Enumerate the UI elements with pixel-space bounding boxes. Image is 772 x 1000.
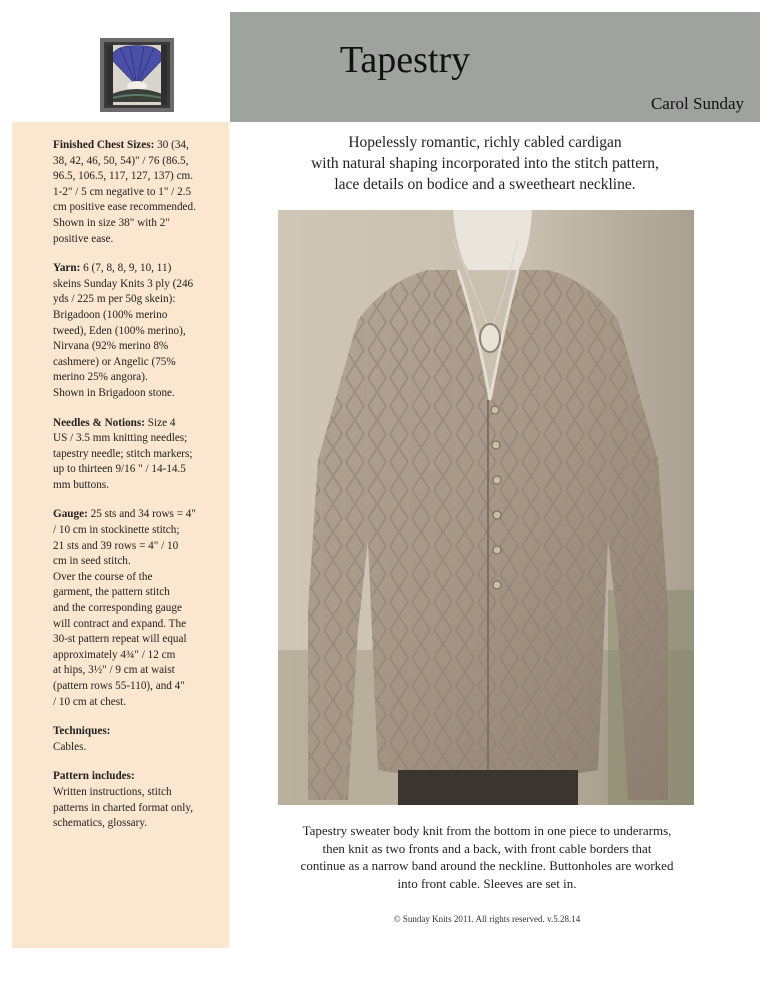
page-title: Tapestry [339,39,471,81]
yarn-text: 6 (7, 8, 8, 9, 10, 11) skeins Sunday Knits 3 ply (246 yds / 225 m per 50g skein): Brigadoon (100% merino tweed), Eden (100% merino), Nirvana (92% merino 8% cashmere) or Angelic (75% merino 25% angora). Shown in Brigadoon stone. [53,262,194,399]
caption-line: then knit as two fronts and a back, with front cable borders that [322,840,652,856]
sweater-photo [278,210,694,805]
finished-chest-sizes [53,138,215,247]
author-name: Carol Sunday [650,94,744,113]
needles-text: Size 4 US / 3.5 mm knitting needles; tapestry needle; stitch markers; up to thirteen 9/16 " / 14-14.5 mm buttons. [53,416,193,491]
intro-line: lace details on bodice and a sweetheart neckline. [334,176,636,193]
needles-notions [53,416,215,494]
finished-chest-text: 30 (34, 38, 42, 46, 50, 54)" / 76 (86.5, 96.5, 106.5, 117, 127, 137) cm. 1-2" / 5 cm negative to 1" / 2.5 cm positive ease recommended. Shown in size 38" with 2" positive ease. [53,139,196,245]
intro-line: with natural shaping incorporated into the stitch pattern, [311,155,659,172]
pattern-includes-label: Pattern includes: [53,770,135,783]
caption-line: into front cable. Sleeves are set in. [397,875,577,891]
yarn-label: Yarn: [53,262,81,275]
copyright-notice: © Sunday Knits 2011. All rights reserved. v.5.28.14 [393,914,581,924]
pattern-includes-text: Written instructions, stitch patterns in charted format only, schematics, glossary. [53,785,194,830]
cardigan-illustration [278,210,694,805]
finished-chest-label: Finished Chest Sizes: [53,139,155,151]
header-banner [230,12,760,122]
intro-description [270,132,700,195]
techniques [53,724,215,755]
needles-label: Needles & Notions: [53,416,145,429]
logo-area [12,12,229,122]
gauge-text: 25 sts and 34 rows = 4" / 10 cm in stockinette stitch; 21 sts and 39 rows = 4" / 10 cm in seed stitch. Over the course of the garment, the pattern stitch and the corresponding gauge will contract and expand. The 30-st pattern repeat will equal approximately 4¾" / 12 cm at hips, 3½" / 9 cm at waist (pattern rows 55-110), and 4" / 10 cm at chest. [53,508,196,708]
caption-line: Tapestry sweater body knit from the bottom in one piece to underarms, [302,823,672,838]
techniques-label: Techniques: [53,725,111,738]
intro-line: Hopelessly romantic, richly cabled cardigan [348,134,622,151]
caption-line: continue as a narrow band around the neckline. Buttonholes are worked [300,858,674,873]
pattern-includes [53,769,215,831]
pattern-details-sidebar [12,122,229,948]
photo-caption [262,822,712,892]
yarn-details [53,261,215,401]
sunday-knits-fan-logo-icon [100,38,174,112]
techniques-text: Cables. [53,740,87,753]
gauge-details [53,507,215,710]
gauge-label: Gauge: [53,508,88,521]
